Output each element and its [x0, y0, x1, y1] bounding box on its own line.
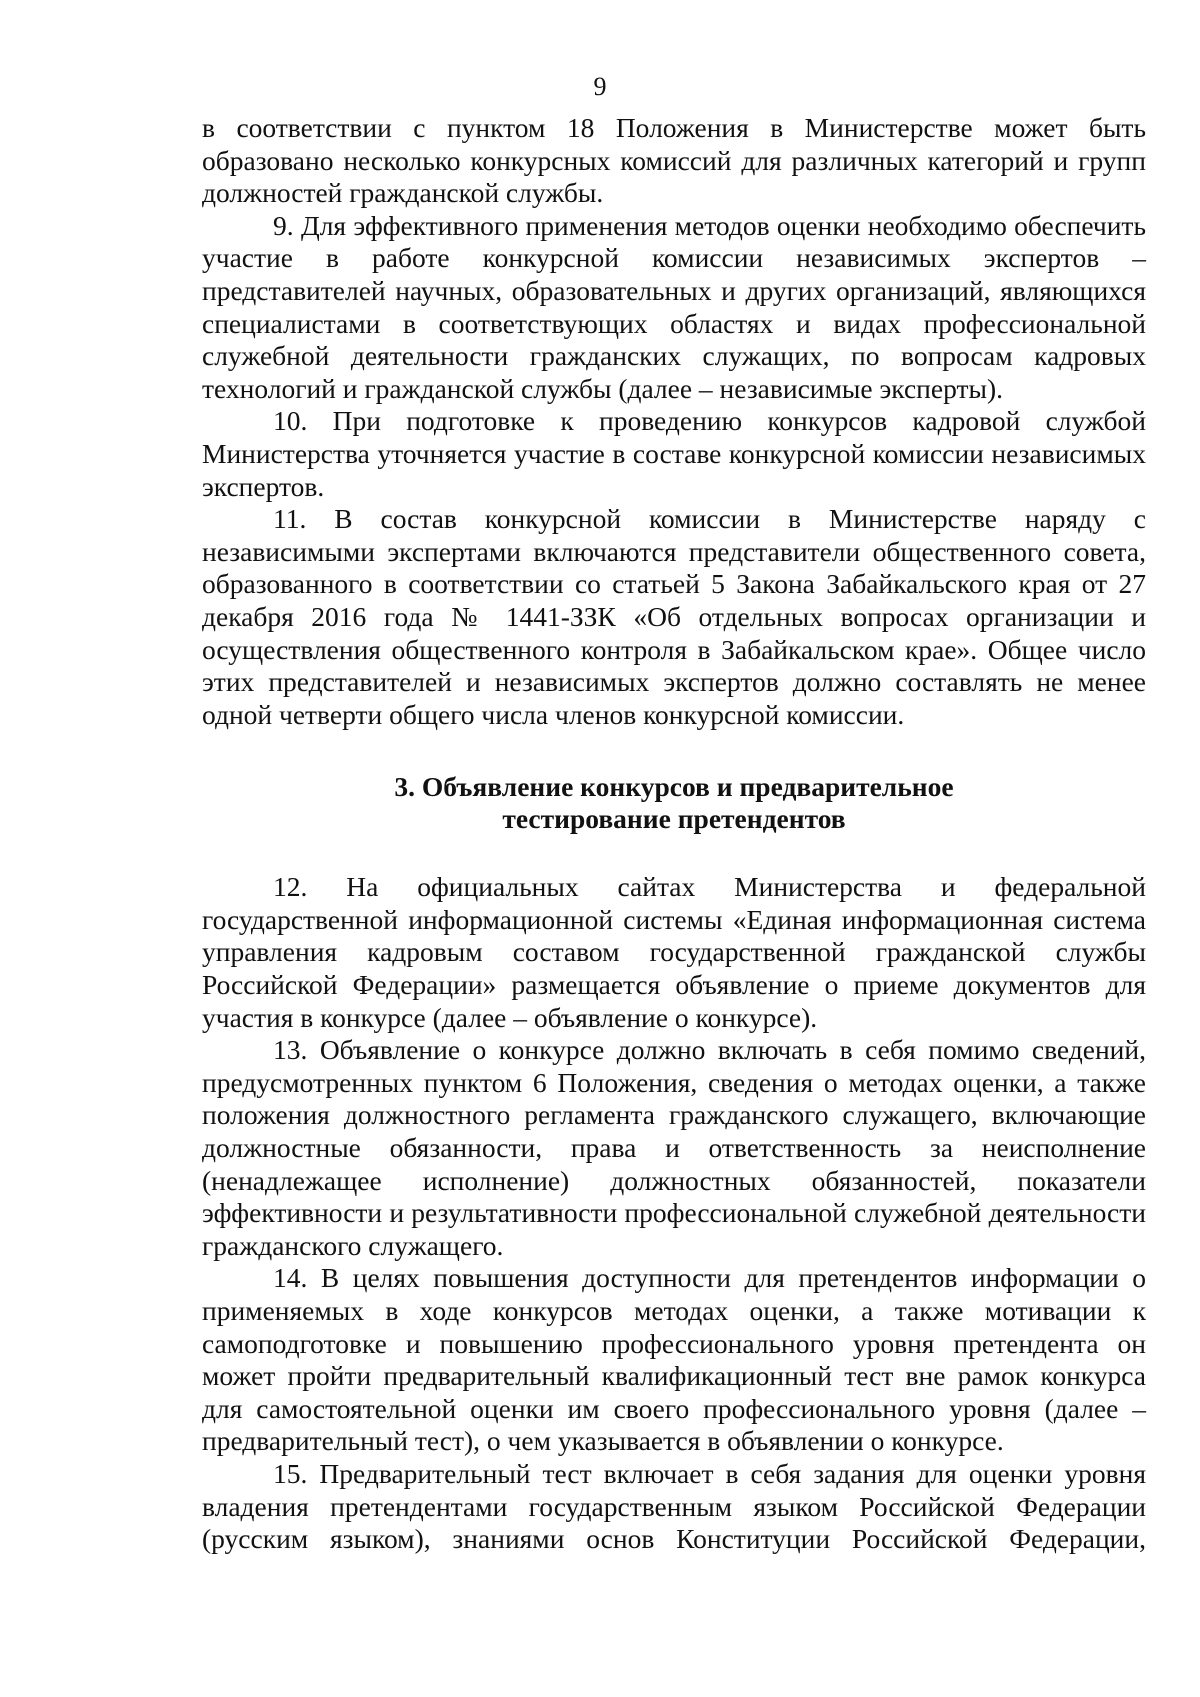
paragraph-continuation: в соответствии с пунктом 18 Положения в Министерстве может быть образовано несколько конкурсных комиссий для различных категорий и групп должностей гражданской службы.	[202, 112, 1146, 209]
section-heading-line-2: тестирование претендентов	[502, 803, 846, 835]
section-heading-line-1: 3. Объявление конкурсов и предварительное	[394, 771, 954, 803]
paragraph-14: 14. В целях повышения доступности для претендентов информации о применяемых в ходе конкурсов методах оценки, а также мотивации к самоподготовке и повышению профессионального уровня претендента он может пройти предварительный квалификационный тест вне рамок конкурса для самостоятельной оценки им своего профессионального уровня (далее – предварительный тест), о чем указывается в объявлении о конкурсе.	[202, 1262, 1146, 1457]
document-body	[202, 112, 1146, 1556]
section-heading	[202, 771, 1146, 835]
paragraph-15: 15. Предварительный тест включает в себя задания для оценки уровня владения претендентами государственным языком Российской Федерации (русским языком), знаниями основ Конституции Российской Федерации,	[202, 1457, 1146, 1555]
paragraph-9: 9. Для эффективного применения методов оценки необходимо обеспечить участие в работе конкурсной комиссии независимых экспертов – представителей научных, образовательных и других организаций, являющихся специалистами в соответствующих областях и видах профессиональной служебной деятельности гражданских служащих, по вопросам кадровых технологий и гражданской службы (далее – независимые эксперты).	[202, 209, 1146, 404]
paragraph-13: 13. Объявление о конкурсе должно включать в себя помимо сведений, предусмотренных пунктом 6 Положения, сведения о методах оценки, а также положения должностного регламента гражданского служащего, включающие должностные обязанности, права и ответственность за неисполнение (ненадлежащее исполнение) должностных обязанностей, показатели эффективности и результативности профессиональной служебной деятельности гражданского служащего.	[202, 1034, 1146, 1261]
page-number: 9	[593, 72, 607, 101]
paragraph-11: 11. В состав конкурсной комиссии в Министерстве наряду с независимыми экспертами включаются представители общественного совета, образованного в соответствии со статьей 5 Закона Забайкальского края от 27 декабря 2016 года № 1441-ЗЗК «Об отдельных вопросах организации и осуществления общественного контроля в Забайкальском крае». Общее число этих представителей и независимых экспертов должно составлять не менее одной четверти общего числа членов конкурсной комиссии.	[202, 503, 1146, 730]
paragraph-12: 12. На официальных сайтах Министерства и федеральной государственной информационной системы «Единая информационная система управления кадровым составом государственной гражданской службы Российской Федерации» размещается объявление о приеме документов для участия в конкурсе (далее – объявление о конкурсе).	[202, 871, 1146, 1033]
paragraph-10: 10. При подготовке к проведению конкурсов кадровой службой Министерства уточняется участие в составе конкурсной комиссии независимых экспертов.	[202, 405, 1146, 502]
